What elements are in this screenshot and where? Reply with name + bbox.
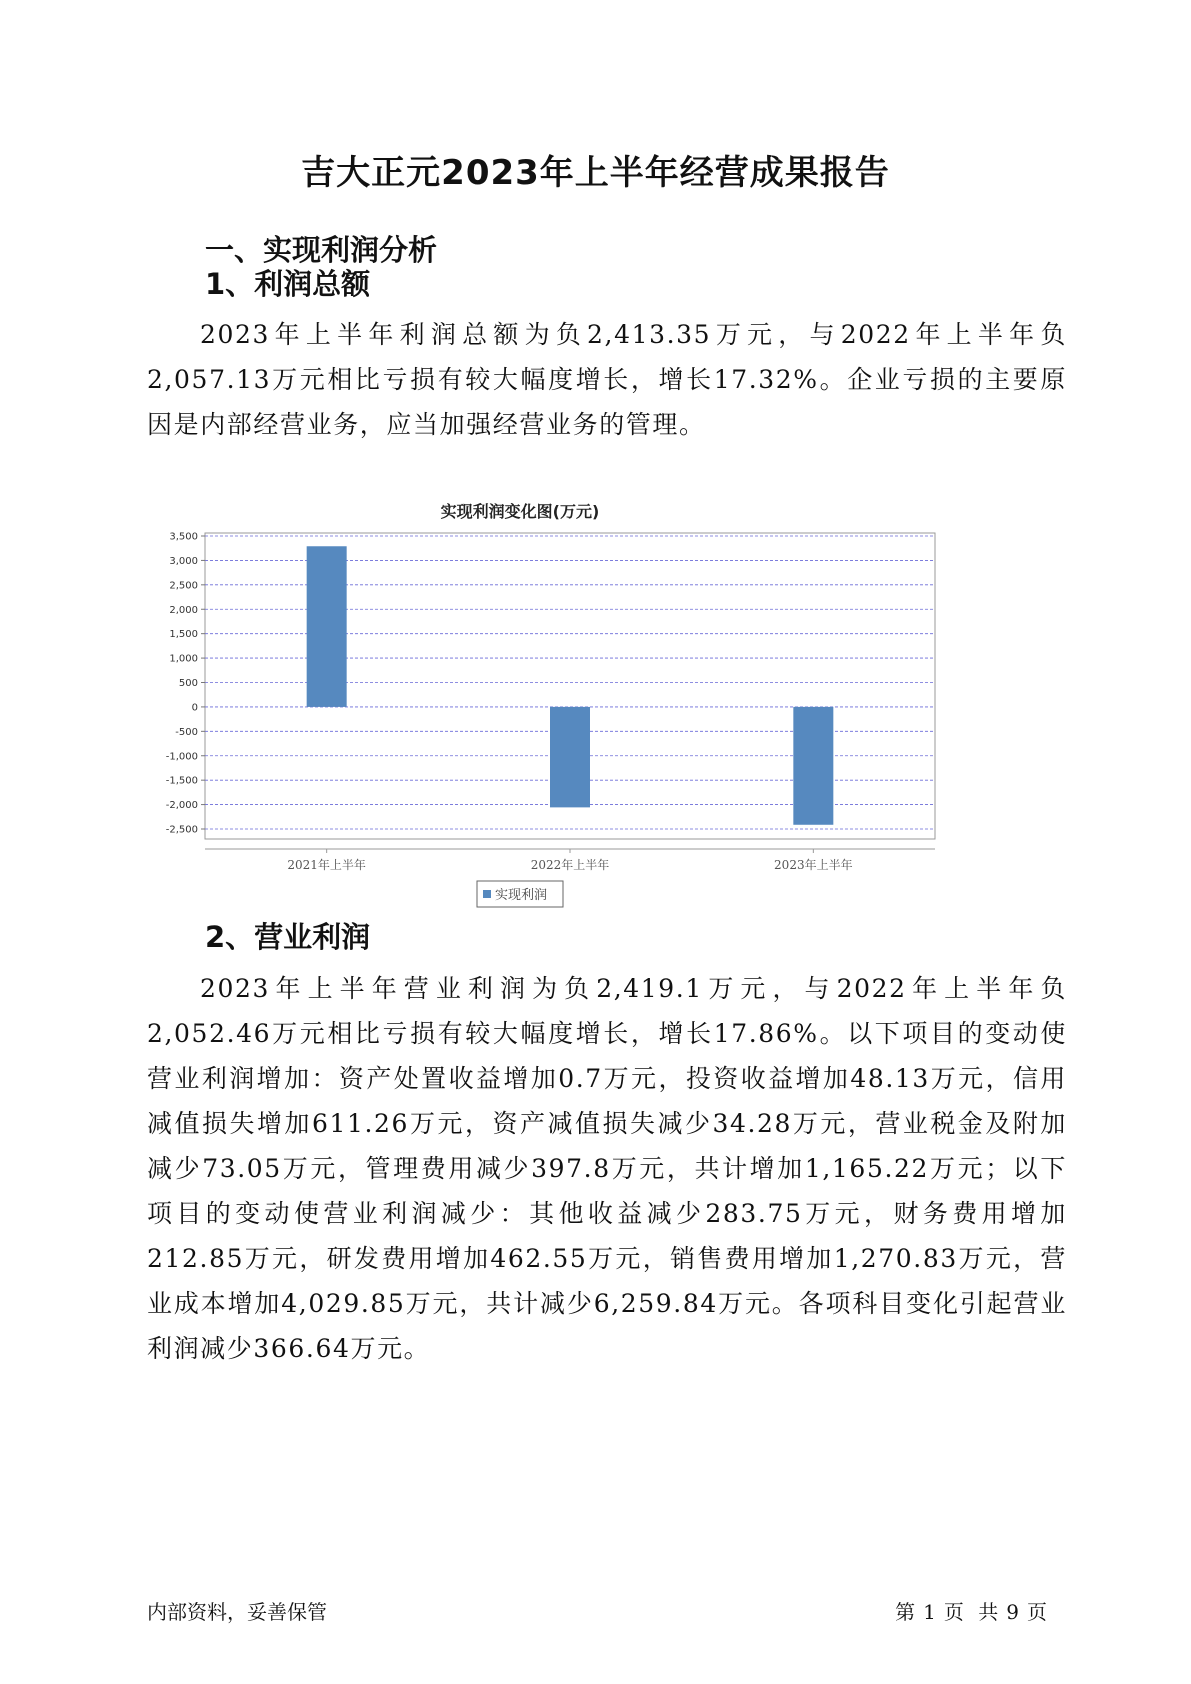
subheading-operating-profit: 2、营业利润 [205,920,371,954]
y-tick-label: 2,000 [169,604,198,616]
y-tick-label: -2,000 [165,800,198,812]
page-label-pre: 第 [895,1600,916,1624]
subheading-total-profit: 1、利润总额 [205,267,371,301]
bar [793,707,833,825]
y-tick-label: -1,000 [165,751,198,763]
y-tick-label: 500 [178,678,198,689]
y-tick-label: 2,500 [169,580,198,592]
report-title: 吉大正元2023年上半年经营成果报告 [301,153,890,193]
y-tick-label: -2,500 [165,824,198,836]
y-tick-label: 0 [191,702,198,714]
x-tick-label: 2023年上半年 [774,858,853,872]
profit-chart-svg [147,495,1047,903]
y-tick-label: 3,000 [169,555,198,567]
chart-title: 实现利润变化图(万元) [440,502,600,521]
legend-swatch [483,890,491,898]
footer-page-info [891,1596,1051,1625]
y-tick-label: 1,000 [169,653,198,665]
y-tick-label: 1,500 [169,629,198,641]
bar [550,707,590,807]
total-pages: 9 [1006,1600,1019,1624]
bar [307,546,347,707]
total-label-post: 页 [1027,1600,1047,1624]
profit-chart [147,495,1047,945]
page-number: 1 [923,1600,936,1624]
x-tick-label: 2021年上半年 [287,858,366,872]
paragraph-total-profit: 2023年上半年利润总额为负2,413.35万元，与2022年上半年负2,057.13万元相比亏损有较大幅度增长，增长17.32%。企业亏损的主要原因是内部经营业务，应当加强经营业务的管理。 [147,320,1067,439]
y-tick-label: -1,500 [165,775,198,787]
y-tick-label: 3,500 [169,531,198,543]
footer-confidential-note: 内部资料，妥善保管 [147,1600,327,1624]
total-label-pre: 共 [978,1600,999,1624]
y-tick-label: -500 [175,726,198,738]
x-tick-label: 2022年上半年 [530,858,610,872]
section-heading-profit-analysis: 一、实现利润分析 [205,233,438,267]
paragraph-operating-profit: 2023年上半年营业利润为负2,419.1万元，与2022年上半年负2,052.46万元相比亏损有较大幅度增长，增长17.86%。以下项目的变动使营业利润增加：资产处置收益增加0.7万元，投资收益增加48.13万元，信用减值损失增加611.26万元，资产减值损失减少34.28万元，营业税金及附加减少73.05万元，管理费用减少397.8万元，共计增加1,165.22万元；以下项目的变动使营业利润减少：其他收益减少283.75万元，财务费用增加212.85万元，研发费用增加462.55万元，销售费用增加1,270.83万元，营业成本增加4,029.85万元，共计减少6,259.84万元。各项科目变化引起营业利润减少366.64万元。 [147,974,1067,1363]
page-label-mid: 页 [943,1600,964,1624]
legend-label: 实现利润 [495,888,548,903]
